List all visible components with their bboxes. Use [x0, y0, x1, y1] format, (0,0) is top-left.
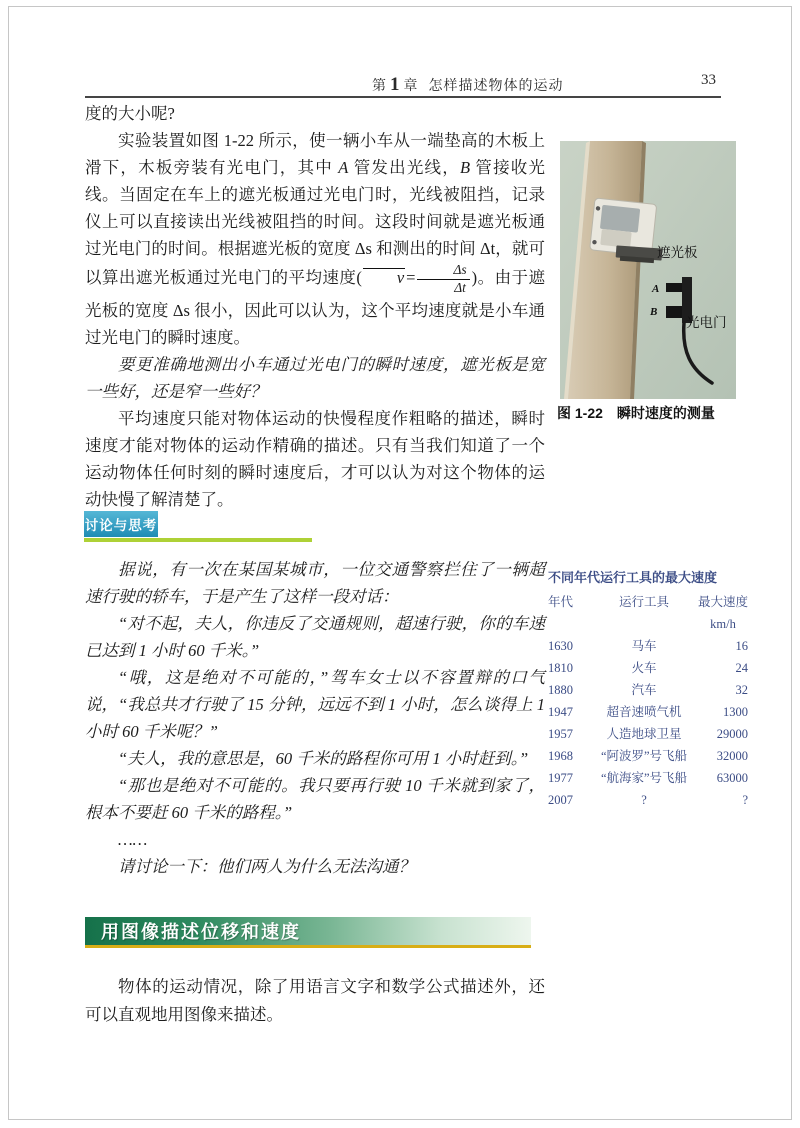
table-unit-row: [548, 613, 748, 635]
closing-column: [85, 973, 545, 1029]
cell-vehicle: 超音速喷气机: [606, 705, 682, 719]
photogate-label: 光电门: [686, 315, 727, 330]
table-title: 不同年代运行工具的最大速度: [548, 570, 718, 585]
chapter-header: [372, 74, 564, 96]
table-row: [548, 745, 748, 767]
speed-table: [548, 567, 748, 811]
table-header-row: [548, 591, 748, 613]
closing-paragraph: 物体的运动情况，除了用语言文字和数学公式描述外，还可以直观地用图像来描述。: [85, 977, 545, 1024]
lead-paragraph: 度的大小呢?: [85, 104, 175, 123]
cell-speed: 63000: [716, 771, 748, 785]
experiment-paragraph: [85, 127, 545, 351]
experiment-text: )。由于遮光板的宽度 Δs 很小，因此可以认为，这个平均速度就是小车通过光电门的瞬时速度。: [85, 268, 546, 347]
chapter-suffix: 章: [403, 79, 419, 94]
chapter-number: 1: [390, 74, 401, 95]
column-header-speed: 最大速度: [698, 595, 749, 609]
discussion-paragraphs: [85, 556, 545, 880]
cell-year: 1968: [548, 749, 573, 763]
table-row: [548, 723, 748, 745]
avg-velocity-formula: [362, 262, 472, 295]
header-rule: [85, 96, 721, 98]
cell-vehicle: 汽车: [631, 683, 657, 697]
cell-vehicle: “航海家”号飞船: [600, 771, 688, 785]
table-row: [548, 701, 748, 723]
fraction-numerator: Δs: [417, 262, 469, 280]
experiment-text: 实验装置如图 1-22 所示，使一辆小车从一端垫高的木板上滑下，木板旁装有光电门，其中: [85, 131, 545, 177]
cell-year: 1957: [548, 727, 573, 741]
cell-year: 2007: [548, 793, 573, 807]
table-row: [548, 657, 748, 679]
cell-speed: ?: [742, 793, 748, 807]
delta-fraction: [417, 262, 469, 297]
page-number: 33: [701, 72, 716, 88]
question-paragraph: 要更准确地测出小车通过光电门的瞬时速度，遮光板是宽一些好，还是窄一些好？: [85, 354, 545, 401]
cell-speed: 32: [735, 683, 748, 697]
section-banner-title: 用图像描述位移和速度: [101, 922, 301, 942]
cell-vehicle: “阿波罗”号飞船: [600, 749, 688, 763]
photogate-b-label: B: [650, 306, 658, 318]
discussion-underline: [84, 538, 312, 542]
cell-year: 1947: [548, 705, 573, 719]
cell-year: 1630: [548, 639, 573, 653]
discussion-question: 请讨论一下：他们两人为什么无法沟通？: [118, 857, 415, 876]
discussion-paragraph: “哦，这是绝对不可能的，”驾车女士以不容置辩的口气说，“我总共才行驶了 15 分钟，远远不到 1 小时，怎么谈得上 1 小时 60 千米呢？”: [85, 668, 545, 741]
v-bar-symbol: v: [363, 268, 405, 287]
cell-vehicle: 火车: [631, 661, 657, 675]
table-row: [548, 679, 748, 701]
column-header-vehicle: 运行工具: [618, 595, 669, 609]
discussion-section-label: 讨论与思考: [84, 511, 158, 537]
section-banner: [85, 917, 531, 948]
fraction-denominator: Δt: [454, 279, 466, 295]
table-row: [548, 767, 748, 789]
discussion-ellipsis: ……: [118, 830, 148, 849]
cell-vehicle: 人造地球卫星: [606, 727, 682, 741]
cell-vehicle: 马车: [631, 639, 657, 653]
equals-sign: =: [406, 268, 416, 288]
average-speed-paragraph: 平均速度只能对物体运动的快慢程度作粗略的描述，瞬时速度才能对物体的运动作精确的描述。只有当我们知道了一个运动物体任何时刻的瞬时速度后，才可以认为对这个物体的运动快慢了解清楚了。: [85, 408, 545, 509]
cell-speed: 24: [735, 661, 748, 675]
label-b-inline: B: [459, 158, 471, 177]
experiment-text: 管接收光线。当固定在车上的遮光板通过光电门时，光线被阻挡，记录仪上可以直接读出光线被阻挡的时间。这段时间就是遮光板通过光电门的时间。根据遮光板的宽度 Δs 和测出的时间 Δt，就可以算出遮光板通过光电门的平均速度(: [85, 158, 546, 288]
discussion-paragraph: “夫人，我的意思是，60 千米的路程你可用 1 小时赶到。”: [118, 749, 529, 768]
chapter-prefix: 第: [372, 79, 387, 94]
shade-plate-label: 遮光板: [657, 245, 698, 260]
cell-year: 1810: [548, 661, 573, 675]
table-row: [548, 635, 748, 657]
cell-speed: 32000: [716, 749, 748, 763]
cell-year: 1880: [548, 683, 573, 697]
cell-year: 1977: [548, 771, 573, 785]
experiment-photo: [560, 141, 736, 399]
label-a-inline: A: [338, 158, 349, 177]
discussion-paragraph: 据说，有一次在某国某城市，一位交通警察拦住了一辆超速行驶的轿车，于是产生了这样一段对话：: [85, 560, 545, 606]
cell-speed: 29000: [716, 727, 748, 741]
cell-speed: 1300: [723, 705, 748, 719]
unit-label: km/h: [710, 617, 736, 631]
cell-vehicle: ?: [641, 793, 647, 807]
figure-caption: 图 1-22 瞬时速度的测量: [557, 405, 715, 421]
experiment-text: 管发出光线，: [348, 158, 460, 177]
table-row: [548, 789, 748, 811]
column-header-year: 年代: [548, 595, 574, 609]
discussion-paragraph: “对不起，夫人，你违反了交通规则，超速行驶，你的车速已达到 1 小时 60 千米。”: [85, 614, 545, 660]
chapter-title: 怎样描述物体的运动: [428, 79, 564, 94]
photogate-a-label: A: [652, 283, 660, 295]
discussion-paragraph: “那也是绝对不可能的。我只要再行驶 10 千米就到家了，根本不要赶 60 千米的路程。”: [85, 776, 545, 822]
cell-speed: 16: [735, 639, 748, 653]
main-text-column: [85, 100, 545, 513]
experiment-photo-art: [560, 141, 736, 399]
